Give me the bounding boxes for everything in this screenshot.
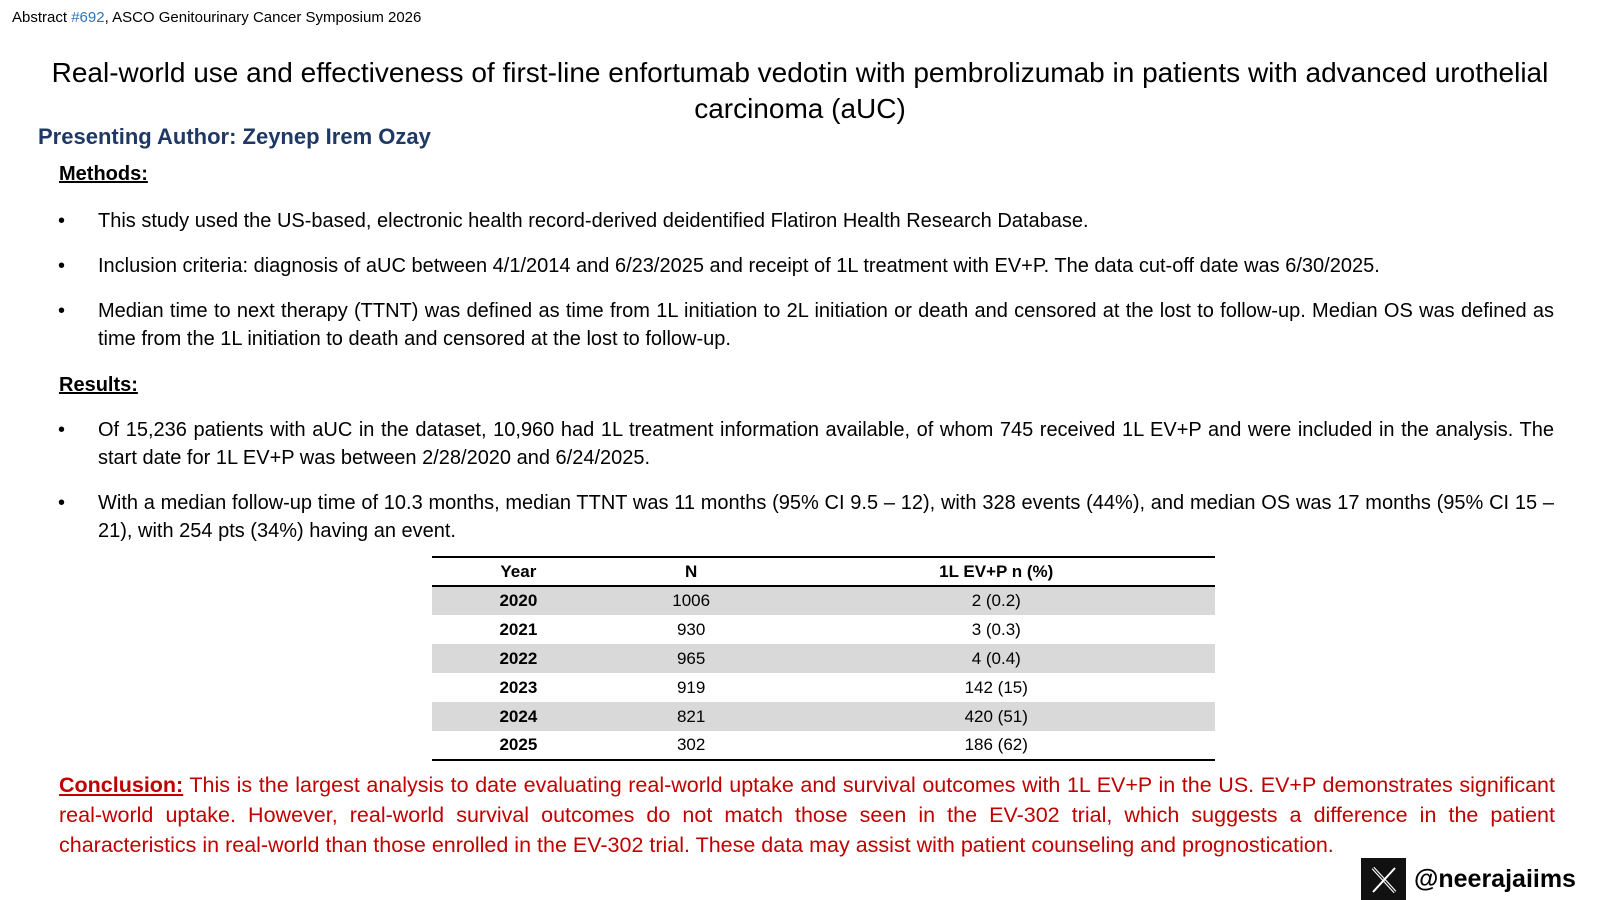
cell-year: 2025	[499, 735, 538, 754]
presenting-author: Presenting Author: Zeynep Irem Ozay	[38, 124, 431, 149]
column-header-n: N	[685, 561, 698, 581]
cell-year: 2022	[499, 648, 538, 668]
cell-year: 2023	[499, 677, 538, 697]
cell-n: 930	[676, 619, 706, 639]
methods-bullet-text: This study used the US-based, electronic health record-derived deidentified Flatiron Health Research Database.	[98, 210, 1089, 232]
methods-bullet	[58, 252, 1554, 280]
social-handle[interactable]: @neerajaiims	[1414, 865, 1576, 893]
cell-n: 1006	[672, 591, 711, 610]
table-row	[432, 586, 1215, 615]
bullet-marker: •	[58, 492, 66, 514]
column-header-evp: 1L EV+P n (%)	[939, 561, 1054, 581]
methods-bullet-text: Median time to next therapy (TTNT) was defined as time from 1L initiation to 2L initiation or death and censored at the lost to follow-up. Median OS was defined as time from the 1L initiation to death and censored at the lost to follow-up.	[98, 300, 1554, 350]
conclusion-text: This is the largest analysis to date evaluating real-world uptake and survival outcomes with 1L EV+P in the US. EV+P demonstrates significant real-world uptake. However, real-world survival outcomes do not match those seen in the EV-302 trial, which suggests a difference in the patient characteristics in real-world than those enrolled in the EV-302 trial. These data may assist with patient counseling and prognostication.	[59, 773, 1555, 857]
cell-n: 821	[676, 706, 706, 726]
conclusion-label: Conclusion:	[59, 773, 184, 797]
conclusion-paragraph	[59, 770, 1555, 860]
bullet-marker: •	[58, 300, 66, 322]
cell-evp: 3 (0.3)	[971, 619, 1021, 639]
methods-bullet	[58, 297, 1554, 353]
results-bullet	[58, 416, 1554, 472]
cell-evp: 2 (0.2)	[971, 591, 1021, 610]
x-logo-glyph	[1369, 865, 1399, 895]
cell-year: 2024	[499, 706, 538, 726]
cell-year: 2020	[499, 591, 538, 610]
cell-n: 919	[676, 677, 706, 697]
page-title: Real-world use and effectiveness of first-line enfortumab vedotin with pembrolizumab in patients with advanced urothelial carcinoma (aUC)	[51, 57, 1549, 124]
table-row	[432, 731, 1215, 760]
table-header-row	[432, 557, 1215, 586]
methods-bullet-text: Inclusion criteria: diagnosis of aUC between 4/1/2014 and 6/23/2025 and receipt of 1L treatment with EV+P. The data cut-off date was 6/30/2025.	[98, 255, 1380, 277]
table-row	[432, 644, 1215, 673]
bullet-marker: •	[58, 210, 66, 232]
table-row	[432, 673, 1215, 702]
cell-n: 302	[676, 735, 706, 754]
x-logo-icon	[1361, 858, 1406, 900]
results-bullet	[58, 489, 1554, 545]
cell-evp: 142 (15)	[964, 677, 1028, 697]
abstract-prefix: Abstract	[12, 9, 72, 26]
methods-heading: Methods:	[59, 163, 148, 185]
bullet-marker: •	[58, 255, 66, 277]
cell-n: 965	[676, 648, 706, 668]
abstract-suffix: , ASCO Genitourinary Cancer Symposium 2026	[104, 9, 422, 26]
table-row	[432, 615, 1215, 644]
methods-bullet	[58, 207, 1554, 235]
table-row	[432, 702, 1215, 731]
cell-evp: 4 (0.4)	[971, 648, 1021, 668]
column-header-year: Year	[500, 561, 537, 581]
cell-year: 2021	[499, 619, 538, 639]
cell-evp: 420 (51)	[964, 706, 1028, 726]
results-bullet-text: Of 15,236 patients with aUC in the dataset, 10,960 had 1L treatment information available, of whom 745 received 1L EV+P and were included in the analysis. The start date for 1L EV+P was between 2/28/2020 and 6/24/2025.	[98, 419, 1554, 469]
results-bullet-text: With a median follow-up time of 10.3 months, median TTNT was 11 months (95% CI 9.5 – 12), with 328 events (44%), and median OS was 17 months (95% CI 15 – 21), with 254 pts (34%) having an event.	[98, 492, 1554, 542]
abstract-number-link[interactable]: #692	[71, 9, 105, 26]
bullet-marker: •	[58, 419, 66, 441]
uptake-table	[432, 556, 1215, 761]
results-heading: Results:	[59, 374, 138, 396]
cell-evp: 186 (62)	[964, 735, 1028, 754]
abstract-citation	[12, 8, 421, 28]
